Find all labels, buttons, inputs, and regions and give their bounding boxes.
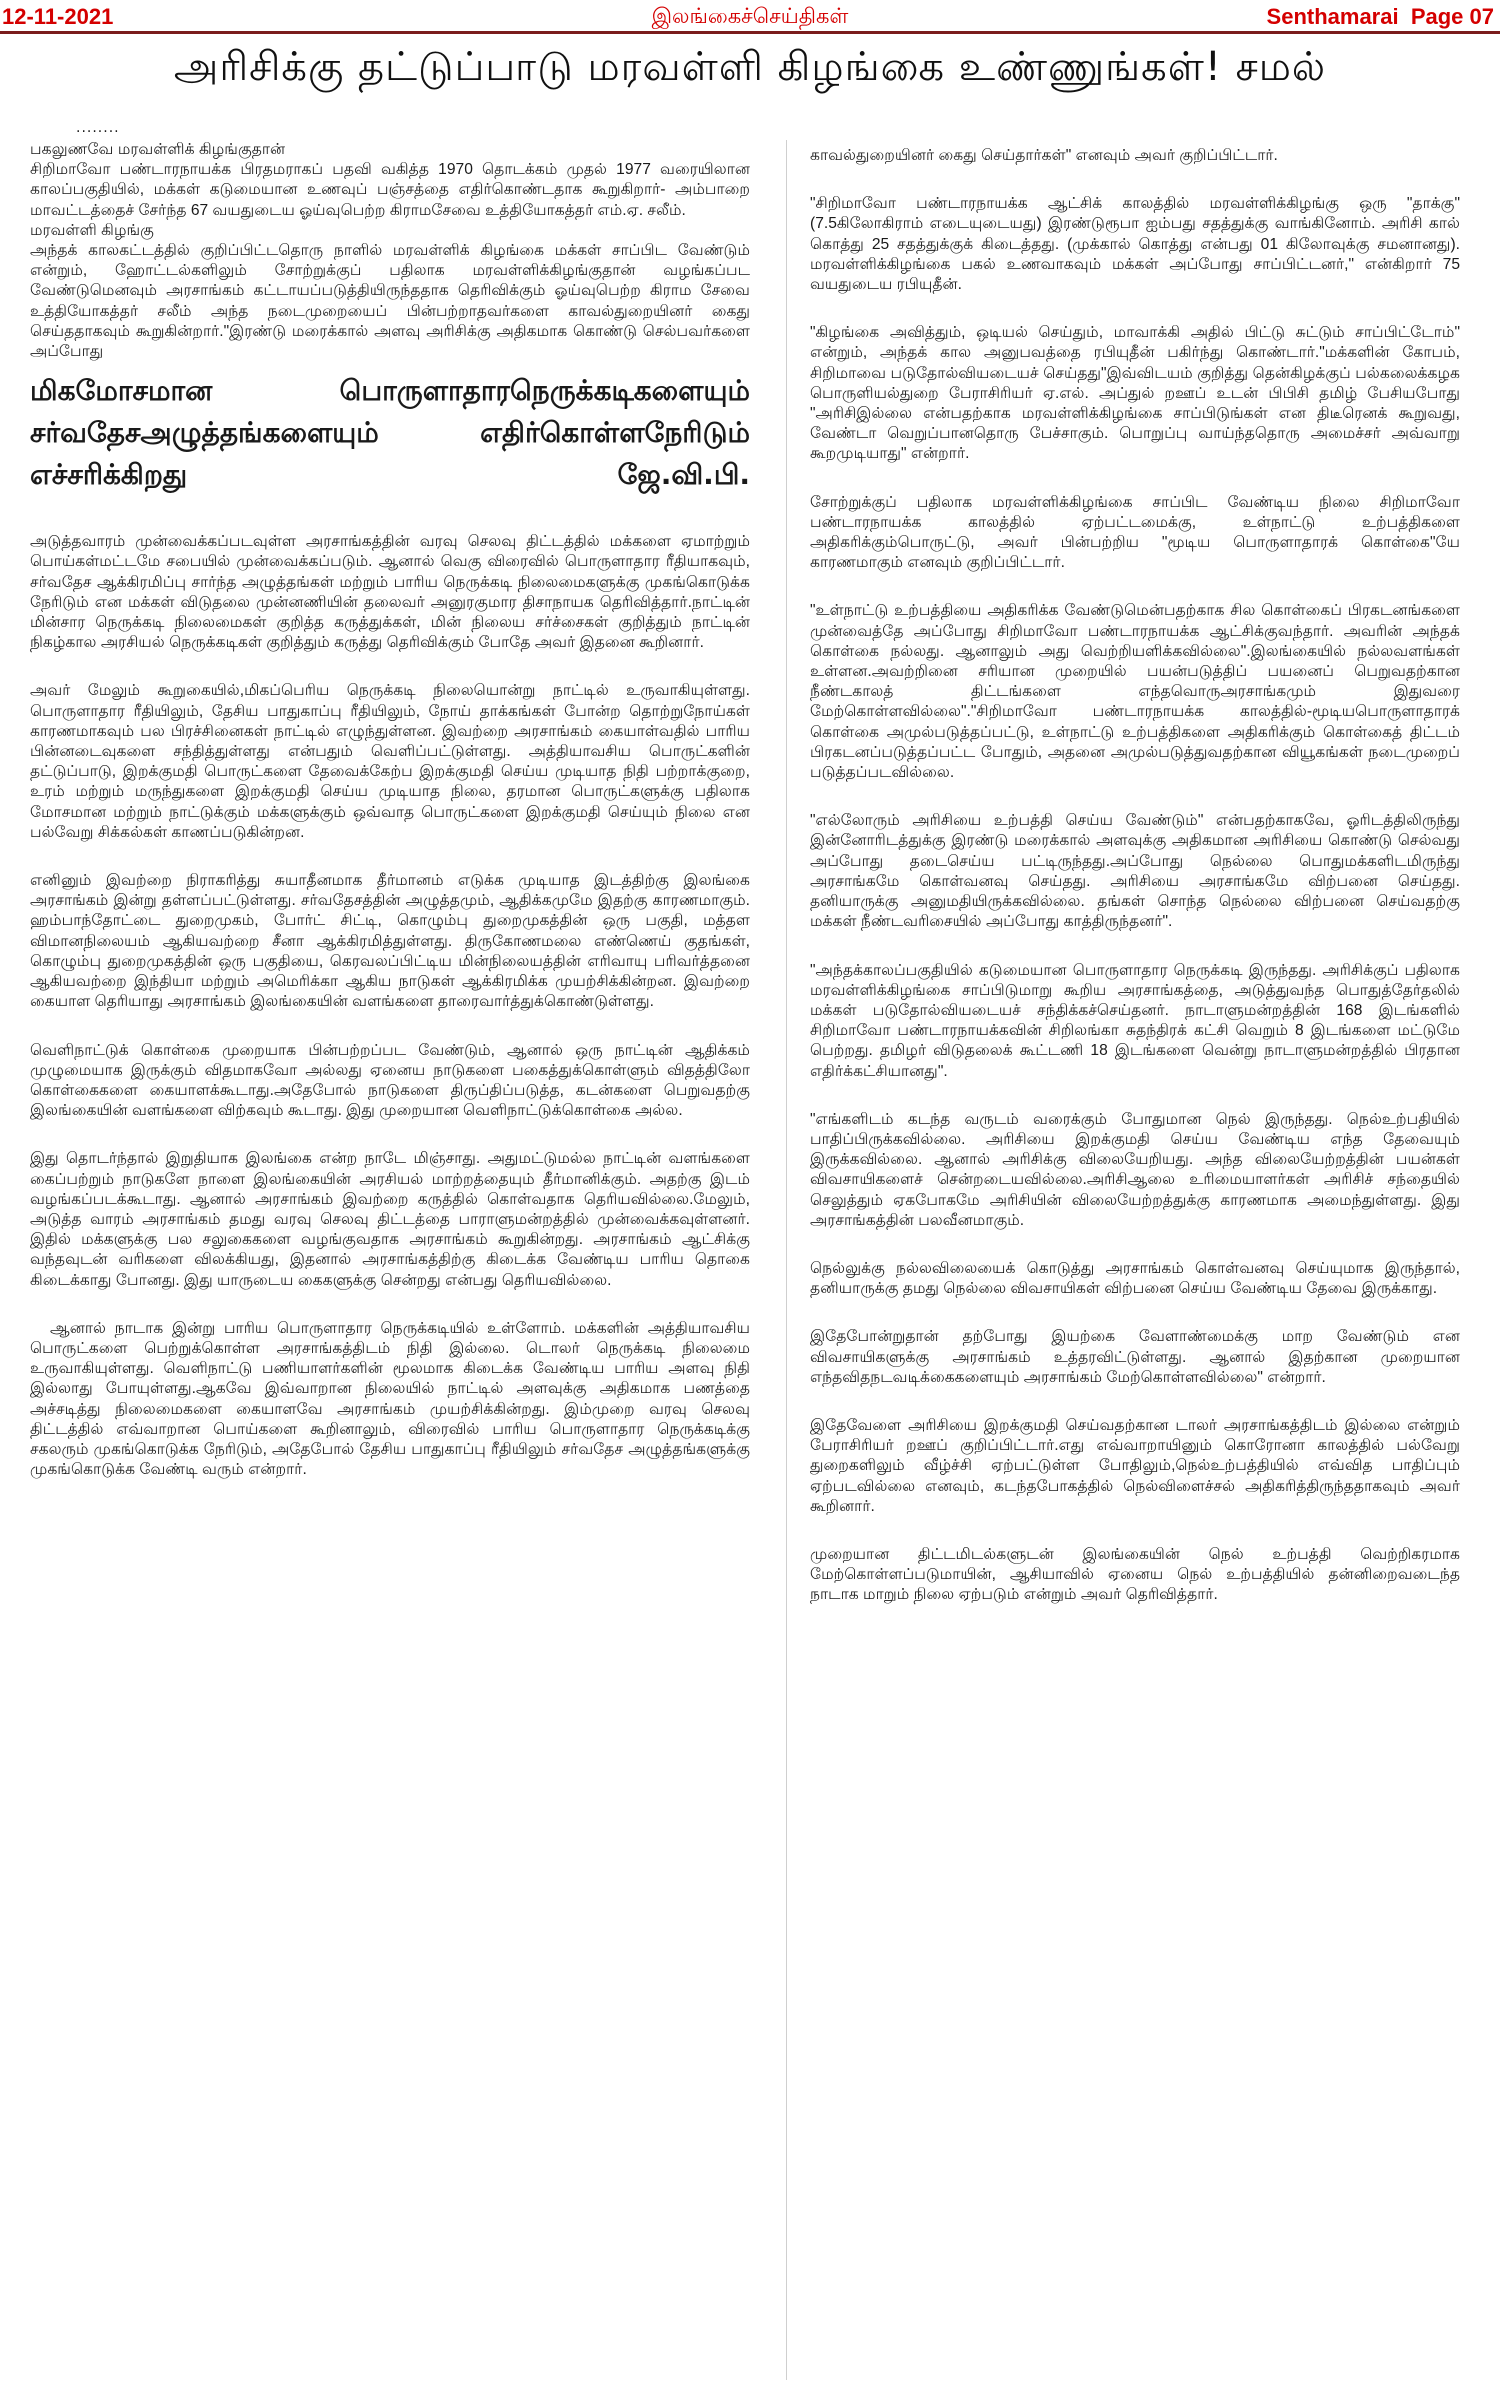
body-paragraph: எனினும் இவற்றை நிராகரித்து சுயாதீனமாக தீர்மானம் எடுக்க முடியாத இடத்திற்கு இலங்கை அரசாங்கம் இன்று தள்ளப்பட்டுள்ளது. சர்வதேசத்தின் அழுத்தமும், ஆதிக்கமுமே இதற்கு காரணமாகும். ஹம்பாந்தோட்டை துறைமுகம், போர்ட் சிட்டி, கொழும்பு துறைமுகத்தின் ஒரு பகுதி, மத்தள விமானநிலையம் ஆகியவற்றை சீனா ஆக்கிரமித்துள்ளது. திருகோணமலை எண்ணெய் குதங்கள், கொழும்பு துறைமுகத்தின் ஒரு பகுதியை, கெரவலப்பிட்டிய மின்நிலையத்தின் எரிவாயு பரிவர்த்தனை ஆகியவற்றை இந்தியா மற்றும் அமெரிக்கா ஆகிய நாடுகள் ஆக்கிரமிக்க முயற்சிக்கின்றன. இவற்றை கையாள தெரியாது அரசாங்கம் இலங்கையின் வளங்களை தாரைவார்த்துக்கொண்டுள்ளது. [30,872,750,1011]
intro-label: பகலுணவே மரவள்ளிக் கிழங்குதான் [30,141,286,158]
body-paragraph: முறையான திட்டமிடல்களுடன் இலங்கையின் நெல் உற்பத்தி வெற்றிகரமாக மேற்கொள்ளப்படுமாயின், ஆசியாவில் ஏனைய நெல் உற்பத்தியில் தன்னிறைவடைந்த நாடாக மாறும் நிலை ஏற்படும் என்றும் அவர் தெரிவித்தார். [810,1545,1460,1604]
body-paragraph: ஆனால் நாடாக இன்று பாரிய பொருளாதார நெருக்கடியில் உள்ளோம். மக்களின் அத்தியாவசிய பொருட்களை பெற்றுக்கொள்ள அரசாங்கத்திடம் நிதி இல்லை. டொலர் நெருக்கடி நிலைமை உருவாகியுள்ளது. வெளிநாட்டு பணியாளர்களின் மூலமாக கிடைக்க வேண்டிய பாரிய அளவு நிதி இல்லாது போயுள்ளது.ஆகவே இவ்வாறான நிலையில் நாட்டில் அளவுக்கு அதிகமாக பணத்தை அச்சடித்து நிலைமைகளை கையாளவே அரசாங்கம் முயற்சிக்கின்றது. இம்முறை வரவு செலவு திட்டத்தில் எவ்வாறான பொய்களை கூறினாலும், விரைவில் பாரிய பொருளாதார நெருக்கடிக்கு சகலரும் முகங்கொடுக்க நேரிடும், அதேபோல் தேசிய பாதுகாப்பு ரீதியிலும் சர்வதேச அழுத்தங்களுக்கு முகங்கொடுக்க வேண்டி வரும் என்றார். [30,1319,750,1479]
intro-paragraph: சிறிமாவோ பண்டாரநாயக்க பிரதமராகப் பதவி வகித்த 1970 தொடக்கம் முதல் 1977 வரையிலான காலப்பகுதியில், மக்கள் கடுமையான உணவுப் பஞ்சத்தை எதிர்கொண்டதாக கூறுகிறார்- அம்பாறை மாவட்டத்தைச் சேர்ந்த 67 வயதுடைய ஓய்வுபெற்ற கிராமசேவை உத்தியோகத்தர் எம்.ஏ. சலீம். [30,161,750,219]
body-paragraph: அடுத்தவாரம் முன்வைக்கப்படவுள்ள அரசாங்கத்தின் வரவு செலவு திட்டத்தில் மக்களை ஏமாற்றும் பொய்கள்மட்டமே சபையில் முன்வைக்கப்படும். ஆனால் வெகு விரைவில் பொருளாதார ரீதியாகவும், சர்வதேச ஆக்கிரமிப்பு சார்ந்த அழுத்தங்கள் மற்றும் பாரிய நெருக்கடி நிலைமைகளுக்கு முகங்கொடுக்க நேரிடும் என மக்கள் விடுதலை முன்னணியின் தலைவர் அனுரகுமார திசாநாயக தெரிவித்தார்.நாட்டின் மின்சார நெருக்கடி நிலைமைகள் குறித்த கருத்துக்கள், மின் நிலைய சர்ச்சைகள் குறித்தும் நாட்டின் நிகழ்கால அரசியல் நெருக்கடிகள் குறித்தும் கருத்து தெரிவிக்கும் போதே அவர் இதனை கூறினார். [30,533,750,652]
body-paragraph: சோற்றுக்குப் பதிலாக மரவள்ளிக்கிழங்கை சாப்பிட வேண்டிய நிலை சிறிமாவோ பண்டாரநாயக்க காலத்தில் ஏற்பட்டமைக்கு, உள்நாட்டு உற்பத்திகளை அதிகரிக்கும்பொருட்டு, அவர் பின்பற்றிய "மூடிய பொருளாதாரக் கொள்கை"யே காரணமாகும் எனவும் குறிப்பிட்டார். [810,493,1460,572]
section-masthead: இலங்கைச்செய்திகள் [651,4,849,28]
column-divider [786,140,787,2380]
body-paragraph: "சிறிமாவோ பண்டாரநாயக்க ஆட்சிக் காலத்தில் மரவள்ளிக்கிழங்கு ஒரு "தாக்கு" (7.5கிலோகிராம் எடையுடையது) இரண்டுரூபா ஐம்பது சதத்துக்கு வாங்கினோம். அரிசி கால் கொத்து 25 சதத்துக்குக் கிடைத்தது. (முக்கால் கொத்து என்பது 01 கிலோவுக்கு சமனானது). மரவள்ளிக்கிழங்கை பகல் உணவாகவும் மக்கள் அப்போது சாப்பிட்டனர்," என்கிறார் 75 வயதுடைய ரபியுதீன். [810,195,1460,294]
section-label: மரவள்ளி கிழங்கு [30,221,154,239]
body-paragraph: "எல்லோரும் அரிசியை உற்பத்தி செய்ய வேண்டும்" என்பதற்காகவே, ஓரிடத்திலிருந்து இன்னோரிடத்துக்கு இரண்டு மரைக்கால் அளவுக்கு அதிகமான அரிசியை கொண்டு செல்வது அப்போது தடைசெய்ய பட்டிருந்தது.அப்போது நெல்லை பொதுமக்களிடமிருந்து அரசாங்கமே கொள்வனவு செய்தது. அரிசியை அரசாங்கமே விற்பனை செய்தது. தனியாருக்கு அனுமதியிருக்கவில்லை. தங்கள் சொந்த நெல்லை விற்பனை செய்வதற்கு மக்கள் நீண்டவரிசையில் அப்போது காத்திருந்தனர்". [810,812,1460,931]
page-header [0,0,1500,30]
headline-dots: ........ [76,120,120,136]
intro-paragraph: அந்தக் காலகட்டத்தில் குறிப்பிட்டதொரு நாளில் மரவள்ளிக் கிழங்கை மக்கள் சாப்பிட வேண்டும் என்றும், ஹோட்டல்களிலும் சோற்றுக்குப் பதிலாக மரவள்ளிக்கிழங்குதான் வழங்கப்பட வேண்டுமெனவும் அரசாங்கம் கட்டாயப்படுத்தியிருந்ததாக தெரிவிக்கும் ஓய்வுபெற்ற கிராம சேவை உத்தியோகத்தர் சலீம் அந்த நடைமுறையைப் பின்பற்றாதவர்களை காவல்துறையினர் கைது செய்ததாகவும் கூறுகின்றார்."இரண்டு மரைக்கால் அளவு அரிசிக்கு அதிகமாக கொண்டு செல்பவர்களை அப்போது [30,242,750,361]
jvp-sub-headline: மிகமோசமான பொருளாதாரநெருக்கடிகளையும் சர்வதேசஅழுத்தங்களையும் எதிர்கொள்ளநேரிடும் எச்சரிக்கிறது ஜே.வி.பி. [30,374,750,492]
body-paragraph: அவர் மேலும் கூறுகையில்,மிகப்பெரிய நெருக்கடி நிலையொன்று நாட்டில் உருவாகியுள்ளது. பொருளாதார ரீதியிலும், தேசிய பாதுகாப்பு ரீதியிலும், நோய் தாக்கங்கள் போன்ற தொற்றுநோய்கள் காரணமாகவும் பல பிரச்சினைகள் நாட்டில் எழுந்துள்ளன. இவற்றை அரசாங்கம் கையாள்வதில் பாரிய பின்னடைவுகளை சந்தித்துள்ளது என்பதும் வெளிப்பட்டுள்ளது. அத்தியாவசிய பொருட்களின் தட்டுப்பாடு, இறக்குமதி பொருட்களை தேவைக்கேற்ப இறக்குமதி செய்ய முடியாத நிதி பற்றாக்குறை, உரம் மற்றும் மருந்துகளை இறக்குமதி செய்ய முடியாத நிலை, தரமான பொருட்களுக்கு பதிலாக மோசமான மற்றும் நாட்டுக்கும் மக்களுக்கும் ஒவ்வாத பொருட்களை இறக்குமதி செய்யும் நிலை என பல்வேறு சிக்கல்கள் காணப்படுகின்றன. [30,682,750,841]
body-paragraph: இதேவேளை அரிசியை இறக்குமதி செய்வதற்கான டாலர் அரசாங்கத்திடம் இல்லை என்றும் பேராசிரியர் றஊப் குறிப்பிட்டார்.எது எவ்வாறாயினும் கொரோனா காலத்தில் பல்வேறு துறைகளிலும் வீழ்ச்சி ஏற்பட்டுள்ள போதிலும்,நெல்உற்பத்தியில் எவ்வித பாதிப்பும் ஏற்படவில்லை எனவும், கடந்தபோகத்தில் நெல்விளைச்சல் அதிகரித்திருந்ததாகவும் அவர் கூறினார். [810,1416,1460,1515]
body-paragraph: "அந்தக்காலப்பகுதியில் கடுமையான பொருளாதார நெருக்கடி இருந்தது. அரிசிக்குப் பதிலாக மரவள்ளிக்கிழங்கை சாப்பிடுமாறு கூறிய அரசாங்கத்தை, அடுத்துவந்த பொதுத்தேர்தலில் மக்கள் படுதோல்வியடையச் சந்திக்கச்செய்தனர். நாடாளுமன்றத்தின் 168 இடங்களில் சிறிமாவோ பண்டாரநாயக்கவின் சிறிலங்கா சுதந்திரக் கட்சி வெறும் 8 இடங்களை மட்டுமே பெற்றது. தமிழர் விடுதலைக் கூட்டணி 18 இடங்களை வென்று நாடாளுமன்றத்தில் பிரதான எதிர்க்கட்சியானது". [810,961,1460,1080]
publication-page [1267,4,1494,30]
issue-date: 12-11-2021 [2,4,114,29]
body-paragraph: வெளிநாட்டுக் கொள்கை முறையாக பின்பற்றப்பட வேண்டும், ஆனால் ஒரு நாட்டின் ஆதிக்கம் முழுமையாக இருக்கும் விதமாகவோ அல்லது ஏனைய நாடுகளை பகைத்துக்கொள்ளும் விதத்திலோ கொள்கைகளை கையாளக்கூடாது.அதேபோல் நாடுகளை திருப்திப்படுத்த, கடன்களை பெறுவதற்கு இலங்கையின் வளங்களை விற்கவும் கூடாது. இது முறையான வெளிநாட்டுக்கொள்கை அல்ல. [30,1041,750,1120]
body-paragraph: காவல்துறையினர் கைது செய்தார்கள்" எனவும் அவர் குறிப்பிட்டார். [810,147,1278,164]
body-paragraph: "எங்களிடம் கடந்த வருடம் வரைக்கும் போதுமான நெல் இருந்தது. நெல்உற்பதியில் பாதிப்பிருக்கவில்லை. அரிசியை இறக்குமதி செய்ய வேண்டிய எந்த தேவையும் இருக்கவில்லை. ஆனால் அரிசிக்கு விலையேறியது. அந்த விலையேற்றத்தின் பயன்கள் விவசாயிகளைச் சென்றடையவில்லை.அரிசிஆலை உரிமையாளர்கள் அரிசிச் சந்தையில் செலுத்தும் ஏகபோகமே அரிசியின் விலையேற்றத்துக்கு காரணமாக அமைந்துள்ளது. இது அரசாங்கத்தின் பலவீனமாகும். [810,1110,1460,1229]
body-paragraph: இதேபோன்றுதான் தற்போது இயற்கை வேளாண்மைக்கு மாற வேண்டும் என விவசாயிகளுக்கு அரசாங்கம் உத்தரவிட்டுள்ளது. ஆனால் இதற்கான முறையான எந்தவிதநடவடிக்கைகளையும் அரசாங்கம் மேற்கொள்ளவில்லை" என்றார். [810,1328,1460,1386]
left-column [30,140,750,1508]
body-paragraph: "உள்நாட்டு உற்பத்தியை அதிகரிக்க வேண்டுமென்பதற்காக சில கொள்கைப் பிரகடனங்களை முன்வைத்தே அப்போது சிறிமாவோ பண்டாரநாயக்க ஆட்சிக்குவந்தார். அவரின் அந்தக் கொள்கை நல்லது. ஆனாலும் அது வெற்றியளிக்கவில்லை".இலங்கையில் நல்லவளங்கள் உள்ளன.அவற்றினை சரியான முறையில் பயன்படுத்திப் பயனைப் பெறுவதற்கான நீண்டகாலத் திட்டங்களை எந்தவொருஅரசாங்கமும் இதுவரை மேற்கொள்ளவில்லை"."சிறிமாவோ பண்டாரநாயக்க காலத்தில்-மூடியபொருளாதாரக் கொள்கை அமுல்படுத்தப்பட்டு, உள்நாட்டு உற்பத்திகளை அதிகரிக்கும் கொள்கைத் திட்டம் பிரகடனப்படுத்தப்பட்ட போதும், அதனை அமுல்படுத்துவதற்கான வியூகங்கள் நடைமுறைப் படுத்தப்படவில்லை. [810,602,1460,782]
body-paragraph: நெல்லுக்கு நல்லவிலையைக் கொடுத்து அரசாங்கம் கொள்வனவு செய்யுமாக இருந்தால், தனியாருக்கு தமது நெல்லை விவசாயிகள் விற்பனை செய்ய வேண்டிய தேவை இருக்காது. [810,1259,1460,1298]
page-number: Page 07 [1410,4,1494,29]
article-headline: அரிசிக்கு தட்டுப்பாடு மரவள்ளி கிழங்கை உண்ணுங்கள்! சமல் [173,44,1327,90]
body-paragraph: "கிழங்கை அவித்தும், ஒடியல் செய்தும், மாவாக்கி அதில் பிட்டு சுட்டும் சாப்பிட்டோம்" என்றும், அந்தக் கால அனுபவத்தை ரபியுதீன் பகிர்ந்து கொண்டார்."மக்களின் கோபம், சிறிமாவை படுதோல்வியடையச் செய்தது"இவ்விடயம் குறித்து தென்கிழக்குப் பல்கலைக்கழக பொருளியல்துறை பேராசிரியர் ஏ.எல். அப்துல் றஊப் உடன் பிபிசி தமிழ் பேசியபோது "அரிசிஇல்லை என்பதற்காக மரவள்ளிக்கிழங்கை சாப்பிடுங்கள் என திடீரெனக் கூறுவது, வேண்டா வெறுப்பானதொரு பேச்சாகும். பொறுப்பு வாய்ந்ததொரு அமைச்சர் அவ்வாறு கூறமுடியாது" என்றார். [810,324,1460,463]
right-column [810,146,1460,1634]
header-rule [0,31,1500,34]
body-paragraph: இது தொடர்ந்தால் இறுதியாக இலங்கை என்ற நாடே மிஞ்சாது. அதுமட்டுமல்ல நாட்டின் வளங்களை கைப்பற்றும் நாடுகளே நாளை இலங்கையின் அரசியல் மாற்றத்தையும் தீர்மானிக்கும். அதற்கு இடம் வழங்கப்படக்கூடாது. ஆனால் அரசாங்கம் இவற்றை கருத்தில் கொள்வதாக தெரியவில்லை.மேலும், அடுத்த வாரம் அரசாங்கம் தமது வரவு செலவு திட்டத்தை பாராளுமன்றத்தில் முன்வைக்கவுள்ளனர். இதில் மக்களுக்கு பல சலுகைகளை வழங்குவதாக அரசாங்கம் கூறுகின்றது. அரசாங்கம் ஆட்சிக்கு வந்தவுடன் வரிகளை விலக்கியது, இதனால் அரசாங்கத்திற்கு கிடைக்க வேண்டிய பாரிய தொகை கிடைக்காது போனது. இது யாருடைய கைகளுக்கு சென்றது என்பது தெரியவில்லை. [30,1150,750,1289]
publication-name: Senthamarai [1266,4,1399,29]
